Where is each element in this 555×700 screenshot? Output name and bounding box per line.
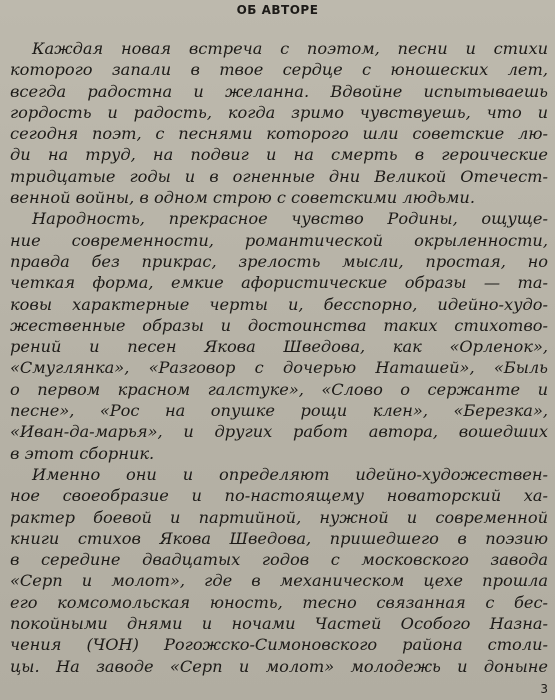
text-line: рактер боевой и партийной, нужной и современной: [10, 507, 548, 527]
text-line: «Иван-да-марья», и других работ автора, вошедших: [10, 422, 548, 442]
page-number: 3: [540, 682, 548, 696]
text-line: его комсомольская юность, тесно связанная с бес-: [10, 592, 548, 612]
body-text: [10, 38, 548, 677]
text-line: в этот сборник.: [10, 443, 155, 463]
text-line: песне», «Рос на опушке рощи клен», «Березка»,: [10, 401, 548, 421]
text-line: правда без прикрас, зрелость мысли, простая, но: [10, 251, 548, 271]
text-line: венной войны, в одном строю с советскими людьми.: [10, 188, 475, 208]
text-line: в середине двадцатых годов с московского завода: [10, 550, 548, 570]
section-heading: ОБ АВТОРЕ: [236, 3, 319, 17]
text-line: «Серп и молот», где в механическом цехе прошла: [10, 571, 548, 591]
text-line: ди на труд, на подвиг и на смерть в героические: [10, 145, 548, 165]
text-line: цы. На заводе «Серп и молот» молодежь и доныне: [10, 656, 548, 676]
text-line: четкая форма, емкие афористические образы — та-: [10, 273, 548, 293]
text-line: «Смуглянка», «Разговор с дочерью Наташей», «Быль: [10, 358, 548, 378]
text-line: ние современности, романтической окрыленности,: [10, 230, 548, 250]
text-line: Каждая новая встреча с поэтом, песни и стихи: [32, 39, 548, 58]
text-line: тридцатые годы и в огненные дни Великой Отечест-: [10, 166, 548, 186]
text-line: которого запали в твое сердце с юношеских лет,: [10, 60, 548, 80]
text-line: Народность, прекрасное чувство Родины, ощуще-: [32, 209, 548, 229]
text-line: чения (ЧОН) Рогожско-Симоновского района столи-: [10, 635, 548, 655]
text-line: ковы характерные черты и, бесспорно, идейно-худо-: [10, 294, 548, 314]
text-line: рений и песен Якова Шведова, как «Орленок»,: [10, 337, 548, 357]
text-line: Именно они и определяют идейно-художествен-: [32, 464, 548, 484]
text-line: о первом красном галстуке», «Слово о сержанте и: [10, 379, 548, 399]
text-line: сегодня поэт, с песнями которого шли советские лю-: [10, 124, 548, 144]
text-line: покойными днями и ночами Частей Особого Назна-: [10, 614, 548, 634]
text-line: ное своеобразие и по-настоящему новаторский ха-: [10, 486, 548, 506]
text-line: жественные образы и достоинства таких стихотво-: [10, 315, 548, 335]
text-line: всегда радостна и желанна. Вдвойне испытываешь: [10, 81, 548, 101]
text-line: книги стихов Якова Шведова, пришедшего в поэзию: [10, 528, 548, 548]
text-line: гордость и радость, когда зримо чувствуешь, что и: [10, 102, 548, 122]
